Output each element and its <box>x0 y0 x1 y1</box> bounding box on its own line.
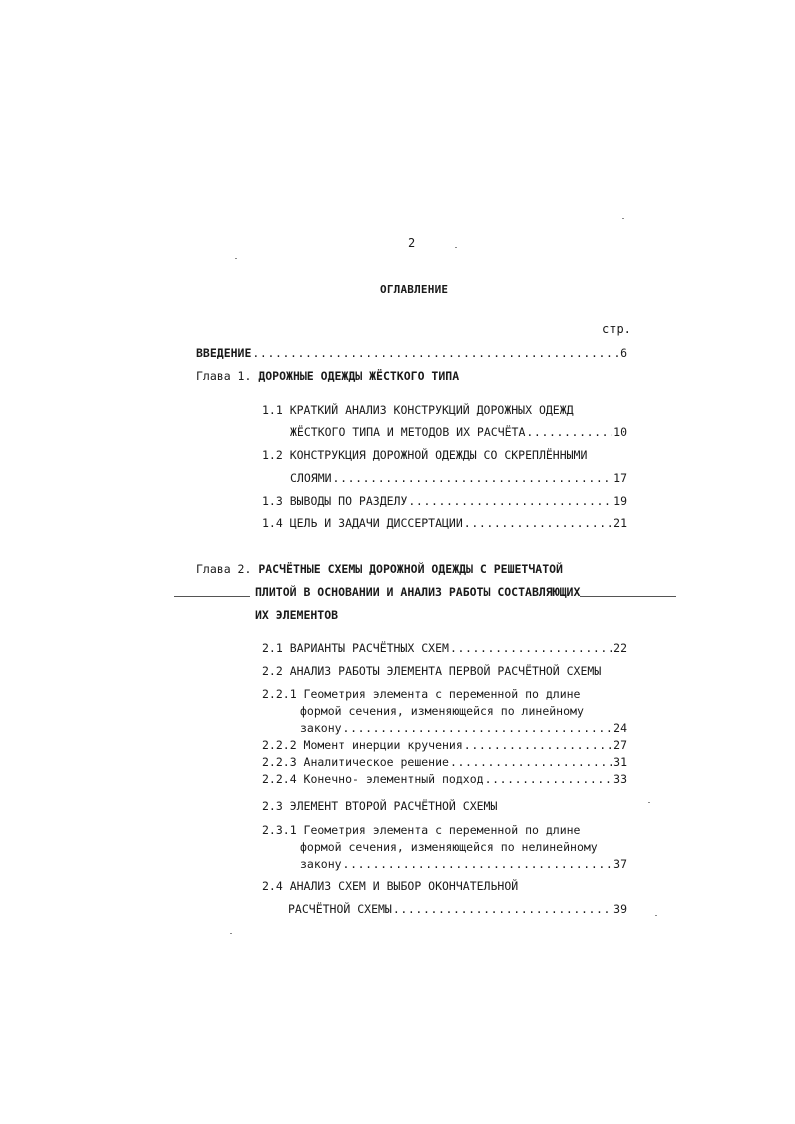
scan-rule-left <box>174 596 250 597</box>
toc-entry-page: 31 <box>613 755 627 769</box>
toc-entry-2-4[interactable] <box>288 901 627 917</box>
scan-rule-right <box>580 596 676 597</box>
chapter-title-line1: РАСЧЁТНЫЕ СХЕМЫ ДОРОЖНОЙ ОДЕЖДЫ С РЕШЕТЧАТОЙ <box>258 562 563 576</box>
scan-speck <box>648 802 650 803</box>
toc-entry-2-2-2[interactable] <box>262 737 627 753</box>
toc-entry-page: 19 <box>613 494 627 508</box>
toc-entry-2-3-1-line1: 2.3.1 Геометрия элемента с переменной по длине <box>262 823 581 837</box>
toc-entry-label: 2.1 ВАРИАНТЫ РАСЧЁТНЫХ СХЕМ <box>262 641 449 655</box>
chapter-prefix: Глава 2. <box>196 562 252 576</box>
toc-leader-dots <box>333 470 613 486</box>
toc-entry-2-2[interactable]: 2.2 АНАЛИЗ РАБОТЫ ЭЛЕМЕНТА ПЕРВОЙ РАСЧЁТНОЙ СХЕМЫ <box>262 664 602 678</box>
toc-entry-label: 2.2.4 Конечно- элементный подход <box>262 772 484 786</box>
chapter-title-line2: ПЛИТОЙ В ОСНОВАНИИ И АНАЛИЗ РАБОТЫ СОСТАВЛЯЮЩИХ <box>255 585 581 599</box>
toc-entry-2-2-4[interactable] <box>262 771 627 787</box>
toc-entry-intro[interactable] <box>196 345 627 361</box>
toc-entry-page: 24 <box>613 721 627 735</box>
toc-entry-page: 21 <box>613 516 627 530</box>
scan-speck <box>455 247 457 248</box>
toc-entry-label: 1.3 ВЫВОДЫ ПО РАЗДЕЛУ <box>262 494 408 508</box>
toc-entry-label: СЛОЯМИ <box>290 471 332 485</box>
toc-entry-1-1[interactable] <box>290 424 627 440</box>
toc-entry-2-2-3[interactable] <box>262 754 627 770</box>
toc-entry-1-2-line1: 1.2 КОНСТРУКЦИЯ ДОРОЖНОЙ ОДЕЖДЫ СО СКРЕПЛЁННЫМИ <box>262 448 588 462</box>
toc-entry-page: 37 <box>613 857 627 871</box>
toc-chapter-1[interactable] <box>196 368 459 384</box>
toc-entry-page: 39 <box>613 902 627 916</box>
page-number: 2 <box>408 236 416 250</box>
toc-leader-dots <box>393 901 612 917</box>
chapter-title-line3: ИХ ЭЛЕМЕНТОВ <box>255 608 339 622</box>
toc-entry-2-2-1[interactable] <box>300 720 627 736</box>
toc-entry-2-3-1[interactable] <box>300 856 627 872</box>
toc-entry-label: 2.2.2 Момент инерции кручения <box>262 738 463 752</box>
scan-speck <box>655 915 657 916</box>
toc-entry-page: 17 <box>613 471 627 485</box>
toc-entry-label: закону <box>300 857 342 871</box>
toc-leader-dots <box>450 754 612 770</box>
scan-speck <box>235 258 237 259</box>
toc-leader-dots <box>408 493 612 509</box>
toc-entry-1-4[interactable] <box>262 515 627 531</box>
page-column-header: стр. <box>602 322 631 336</box>
toc-leader-dots <box>343 856 613 872</box>
toc-entry-page: 22 <box>613 641 627 655</box>
page-title: ОГЛАВЛЕНИЕ <box>380 283 449 296</box>
toc-entry-1-1-line1: 1.1 КРАТКИЙ АНАЛИЗ КОНСТРУКЦИЙ ДОРОЖНЫХ ОДЕЖД <box>262 403 574 417</box>
toc-entry-page: 27 <box>613 738 627 752</box>
toc-leader-dots <box>485 771 613 787</box>
toc-entry-page: 10 <box>613 425 627 439</box>
toc-chapter-2[interactable] <box>196 561 563 577</box>
toc-entry-2-2-1-line1: 2.2.1 Геометрия элемента с переменной по длине <box>262 687 581 701</box>
toc-leader-dots <box>252 345 619 361</box>
toc-entry-2-2-1-line2: формой сечения, изменяющейся по линейному <box>300 704 584 718</box>
toc-entry-2-3[interactable]: 2.3 ЭЛЕМЕНТ ВТОРОЙ РАСЧЁТНОЙ СХЕМЫ <box>262 799 498 813</box>
toc-entry-label: 2.2.3 Аналитическое решение <box>262 755 449 769</box>
toc-entry-label: закону <box>300 721 342 735</box>
toc-entry-label: ЖЁСТКОГО ТИПА И МЕТОДОВ ИХ РАСЧЁТА <box>290 425 526 439</box>
chapter-title: ДОРОЖНЫЕ ОДЕЖДЫ ЖЁСТКОГО ТИПА <box>258 369 460 383</box>
toc-entry-label: РАСЧЁТНОЙ СХЕМЫ <box>288 902 392 916</box>
toc-entry-label: ВВЕДЕНИЕ <box>196 346 252 360</box>
toc-leader-dots <box>464 515 612 531</box>
toc-leader-dots <box>450 640 612 656</box>
toc-leader-dots <box>464 737 612 753</box>
toc-entry-2-3-1-line2: формой сечения, изменяющейся по нелинейному <box>300 840 598 854</box>
toc-entry-page: 6 <box>620 346 627 360</box>
toc-entry-page: 33 <box>613 772 627 786</box>
toc-entry-1-2[interactable] <box>290 470 627 486</box>
scan-speck <box>230 933 232 934</box>
toc-leader-dots <box>343 720 613 736</box>
toc-entry-2-1[interactable] <box>262 640 627 656</box>
toc-entry-1-3[interactable] <box>262 493 627 509</box>
toc-entry-label: 1.4 ЦЕЛЬ И ЗАДАЧИ ДИССЕРТАЦИИ <box>262 516 463 530</box>
chapter-prefix: Глава 1. <box>196 369 252 383</box>
toc-leader-dots <box>526 424 612 440</box>
scan-speck <box>622 218 624 219</box>
toc-entry-2-4-line1: 2.4 АНАЛИЗ СХЕМ И ВЫБОР ОКОНЧАТЕЛЬНОЙ <box>262 879 519 893</box>
